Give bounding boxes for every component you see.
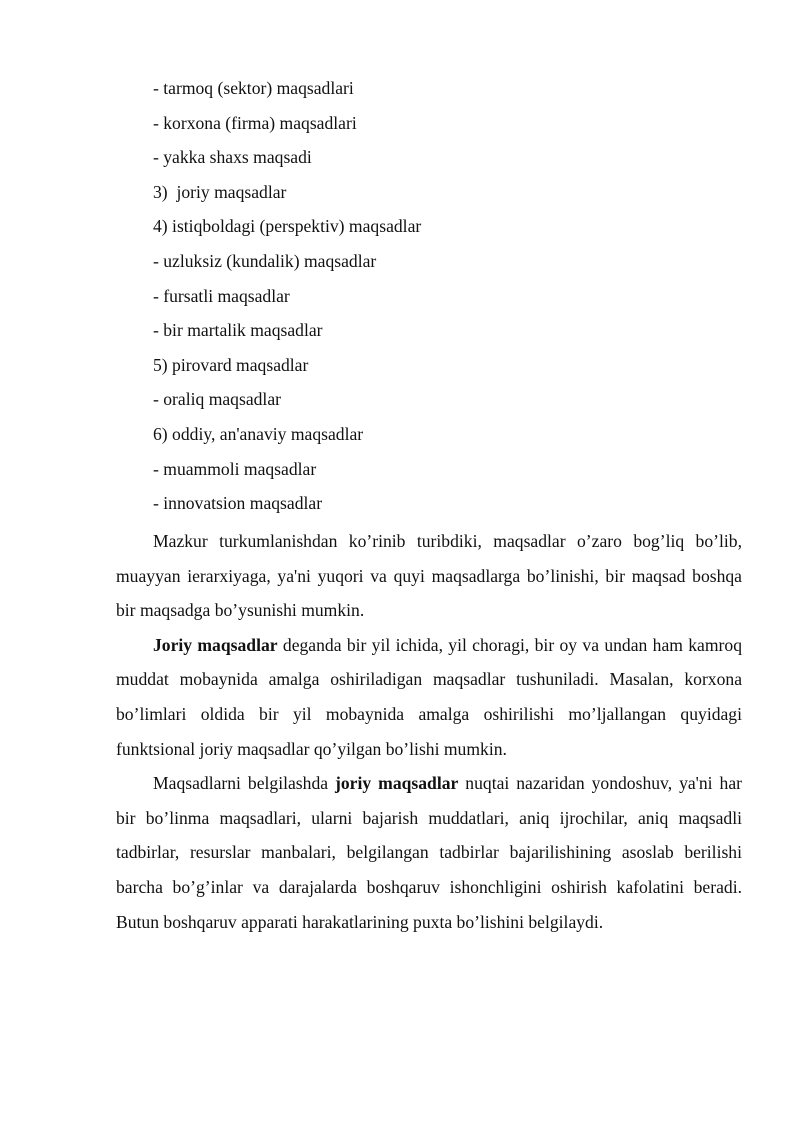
- paragraph-current-goals-approach: [116, 766, 742, 939]
- list-item: - bir martalik maqsadlar: [153, 320, 323, 341]
- paragraph-text: Maqsadlarni belgilashda: [153, 773, 336, 794]
- list-item: - korxona (firma) maqsadlari: [153, 112, 357, 133]
- list-item: - uzluksiz (kundalik) maqsadlar: [153, 250, 377, 271]
- bold-term: joriy maqsadlar: [335, 773, 459, 794]
- list-item: - innovatsion maqsadlar: [153, 493, 323, 514]
- list-item: - muammoli maqsadlar: [153, 458, 317, 479]
- list-item: 4) istiqboldagi (perspektiv) maqsadlar: [153, 216, 422, 237]
- paragraph-current-goals-definition: [116, 628, 742, 766]
- list-item: - tarmoq (sektor) maqsadlari: [153, 78, 354, 98]
- list-item: 3) joriy maqsadlar: [153, 181, 287, 202]
- list-item: - yakka shaxs maqsadi: [153, 147, 312, 168]
- list-item: 6) oddiy, an'anaviy maqsadlar: [153, 423, 364, 444]
- bold-term: Joriy maqsadlar: [153, 634, 278, 655]
- paragraph-text: deganda bir yil ichida, yil choragi, bir oy va undan ham kamroq muddat mobaynida amalga oshiriladigan maqsadlar tushuniladi. Masalan, korxona bo’limlari oldida bir yil mobaynida amalga oshirilishi mo’ljallangan quyidagi funktsional joriy maqsadlar qo’yilgan bo’lishi mumkin.: [116, 634, 742, 759]
- list-item: - fursatli maqsadlar: [153, 285, 290, 306]
- list-item: 5) pirovard maqsadlar: [153, 354, 309, 375]
- body-text: [116, 524, 742, 939]
- goal-classification-list: [153, 74, 421, 524]
- list-item: - oraliq maqsadlar: [153, 389, 281, 410]
- paragraph-classification-summary: Mazkur turkumlanishdan ko’rinib turibdiki, maqsadlar o’zaro bog’liq bo’lib, muayyan ierarxiyaga, ya'ni yuqori va quyi maqsadlarga bo’linishi, bir maqsad boshqa bir maqsadga bo’ysunishi mumkin.: [116, 531, 742, 621]
- paragraph-text: nuqtai nazaridan yondoshuv, ya'ni har bir bo’linma maqsadlari, ularni bajarish muddatlari, aniq ijrochilar, aniq maqsadli tadbirlar, resurslar manbalari, belgilangan tadbirlar bajarilishining asoslab berilishi barcha bo’g’inlar va darajalarda boshqaruv ishonchligini oshirish kafolatini beradi. Butun boshqaruv apparati harakatlarining puxta bo’lishini belgilaydi.: [116, 773, 742, 932]
